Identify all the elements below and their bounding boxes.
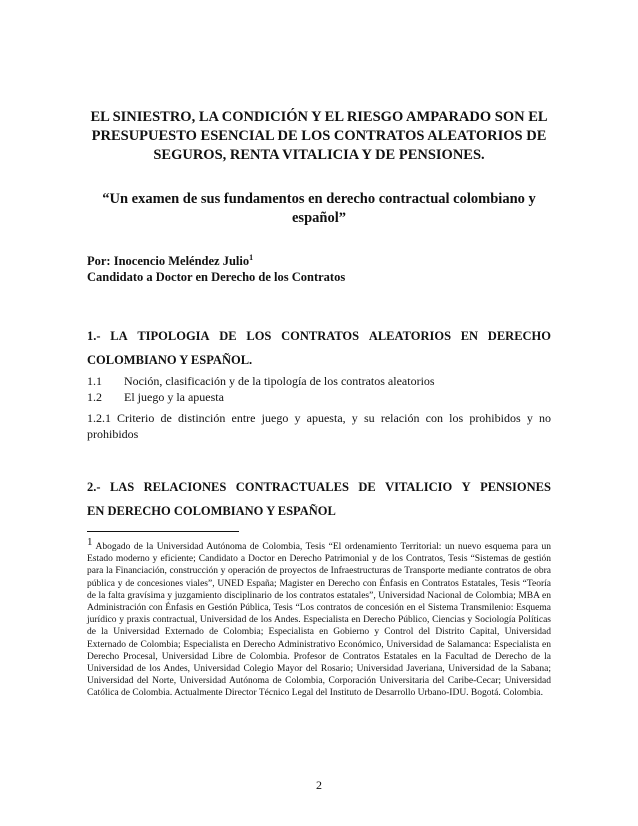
subsection-title: Criterio de distinción entre juego y apuesta, y su relación con los prohibidos y no prohibidos: [87, 411, 551, 441]
heading-word: EN: [460, 329, 479, 343]
heading-word: CONTRACTUALES: [235, 480, 349, 494]
author-role: Candidato a Doctor en Derecho de los Contratos: [87, 270, 346, 284]
footnote-mark: 1: [87, 535, 93, 548]
subsection-1-2: [87, 390, 224, 405]
subsection-number: 1.2.1: [87, 411, 111, 425]
footnote-separator: [87, 531, 239, 532]
author-name: Por: Inocencio Meléndez Julio: [87, 254, 250, 268]
heading-word: RELACIONES: [143, 480, 227, 494]
heading-word: VITALICIO: [385, 480, 453, 494]
heading-word: LOS: [246, 329, 272, 343]
subsection-1-2-1: [87, 410, 551, 442]
section-number: 1.-: [87, 329, 101, 343]
section-number: 2.-: [87, 480, 101, 494]
subsection-number: 1.2: [87, 390, 102, 404]
subsection-title: El juego y la apuesta: [124, 390, 224, 404]
subsection-title: Noción, clasificación y de la tipología de los contratos aleatorios: [124, 374, 435, 388]
section-1-heading-line-2: COLOMBIANO Y ESPAÑOL.: [87, 353, 253, 367]
heading-word: DERECHO: [487, 329, 551, 343]
section-1-heading: [87, 329, 551, 368]
subsection-1-1: [87, 374, 435, 389]
section-2-heading-line-1: [87, 480, 551, 495]
section-2-heading: [87, 480, 551, 519]
heading-word: LA: [110, 329, 128, 343]
heading-word: ALEATORIOS: [368, 329, 452, 343]
document-subtitle: “Un examen de sus fundamentos en derecho contractual colombiano y español”: [102, 191, 536, 226]
section-2-heading-line-2: EN DERECHO COLOMBIANO Y ESPAÑOL: [87, 504, 336, 518]
footnote: [87, 535, 551, 700]
heading-word: DE: [219, 329, 237, 343]
heading-word: PENSIONES: [480, 480, 551, 494]
heading-word: TIPOLOGIA: [137, 329, 210, 343]
author-line: [87, 253, 253, 269]
page-number: 2: [316, 778, 322, 792]
footnote-text: Abogado de la Universidad Autónoma de Colombia, Tesis “El ordenamiento Territorial: un nuevo esquema para un Estado moderno y eficiente; Candidato a Doctor en Derecho Patrimonial y de los Contratos, Tesis “Sistemas de gestión para la Financiación, construcción y operación de proyectos de Infraestructuras de Transporte mediante contratos de obra pública y de concesiones viales”, UNED España; Magister en Derecho con Énfasis en Contratos Estatales, Tesis “Teoría de la falta gravísima y juzgamiento disciplinario de los contratos estatales”, Universidad Nacional de Colombia; MBA en Administración con Énfasis en Gestión Pública, Tesis “Los contratos de concesión en el Sistema Transmilenio: Esquema jurídico y praxis contractual, Universidad de los Andes. Especialista en Derecho Público, Ciencias y Sociología Políticas de la Universidad Externado de Colombia; Especialista en Gobierno y Control del Distrito Capital, Universidad Externado de Colombia; Especialista en Derecho Administrativo Económico, Universidad de Salamanca: Especialista en Derecho Procesal, Universidad Libre de Colombia. Profesor de Contratos Estatales en la Facultad de Derecho de la Universidad de los Andes, Universidad Colegio Mayor del Rosario; Universidad Javeriana, Universidad de la Sabana; Universidad del Norte, Universidad Autónoma de Colombia, Corporación Universitaria del Caribe-Cecar; Universidad Católica de Colombia. Actualmente Director Técnico Legal del Instituto de Desarrollo Urbano-IDU. Bogotá. Colombia.: [87, 542, 551, 699]
heading-word: DE: [358, 480, 376, 494]
section-1-heading-line-1: [87, 329, 551, 344]
heading-word: LAS: [109, 480, 135, 494]
subsection-number: 1.1: [87, 374, 102, 388]
document-title: EL SINIESTRO, LA CONDICIÓN Y EL RIESGO AMPARADO SON EL PRESUPUESTO ESENCIAL DE LOS CONTRATOS ALEATORIOS DE SEGUROS, RENTA VITALICIA Y DE PENSIONES.: [90, 109, 548, 163]
footnote-reference[interactable]: 1: [249, 252, 254, 262]
heading-word: Y: [461, 480, 471, 494]
heading-word: CONTRATOS: [281, 329, 360, 343]
